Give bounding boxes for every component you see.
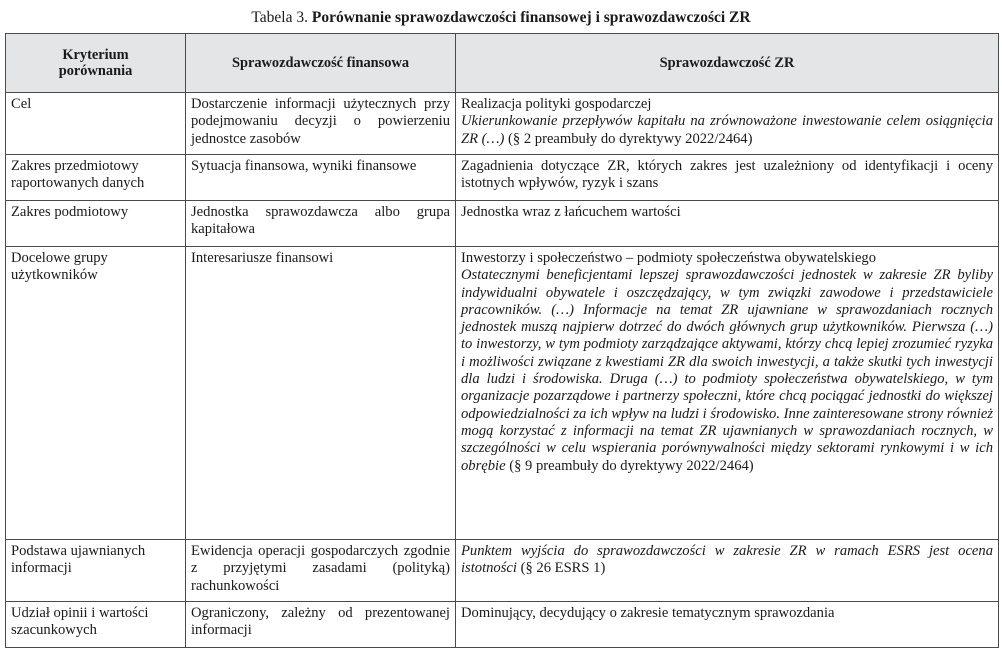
- cell-financial: Ograniczony, zależny od prezentowanej informacji: [186, 602, 456, 648]
- zr-plain-text: Realizacja polityki gospodarczej: [461, 96, 652, 112]
- cell-criterion: Zakres przedmiotowy raportowanych danych: [6, 155, 186, 201]
- cell-zr: Jednostka wraz z łańcuchem wartości: [456, 201, 999, 247]
- caption-prefix: Tabela 3.: [251, 9, 308, 26]
- cell-zr: Zagadnienia dotyczące ZR, których zakres jest uzależniony od identyfikacji i oceny istotnych wpływów, ryzyk i szans: [456, 155, 999, 201]
- comparison-table: [5, 33, 999, 648]
- table-row: [6, 540, 999, 602]
- cell-criterion: Podstawa ujawnianych informacji: [6, 540, 186, 602]
- table-caption: [0, 9, 1002, 27]
- zr-reference: (§ 9 preambuły do dyrektywy 2022/2464): [505, 457, 754, 474]
- table-header-row: [6, 34, 999, 93]
- cell-zr: [456, 93, 999, 155]
- cell-financial: Sytuacja finansowa, wyniki finansowe: [186, 155, 456, 201]
- cell-criterion: Udział opinii i wartości szacunkowych: [6, 602, 186, 648]
- cell-financial: Jednostka sprawozdawcza albo grupa kapitałowa: [186, 201, 456, 247]
- cell-criterion: Cel: [6, 93, 186, 155]
- cell-financial: Interesariusze finansowi: [186, 247, 456, 540]
- cell-criterion: Zakres podmiotowy: [6, 201, 186, 247]
- cell-criterion: Docelowe grupy użytkowników: [6, 247, 186, 540]
- zr-reference: (§ 2 preambuły do dyrektywy 2022/2464): [504, 130, 753, 147]
- zr-plain-text: Inwestorzy i społeczeństwo – podmioty społeczeństwa obywatelskiego: [461, 250, 877, 266]
- header-financial: Sprawozdawczość finansowa: [186, 34, 456, 93]
- header-criterion: Kryterium porównania: [6, 34, 186, 93]
- table-row: [6, 247, 999, 540]
- cell-financial: Dostarczenie informacji użytecznych przy podejmowaniu decyzji o powierzeniu jednostce zasobów: [186, 93, 456, 155]
- cell-zr: [456, 540, 999, 602]
- caption-title: Porównanie sprawozdawczości finansowej i sprawozdawczości ZR: [311, 9, 751, 26]
- zr-reference: (§ 26 ESRS 1): [516, 560, 606, 577]
- table-row: [6, 201, 999, 247]
- zr-quote: Ukierunkowanie przepływów kapitału na zrównoważone inwestowanie celem osiągnięcia ZR (…): [461, 113, 993, 147]
- cell-zr: Dominujący, decydujący o zakresie tematycznym sprawozdania: [456, 602, 999, 648]
- table-row: [6, 93, 999, 155]
- cell-zr: [456, 247, 999, 540]
- table-row: [6, 155, 999, 201]
- table-row: [6, 602, 999, 648]
- zr-quote: Ostatecznymi beneficjentami lepszej sprawozdawczości jednostek w zakresie ZR byliby indywidualni obywatele i oszczędzający, w tym związki zawodowe i przedstawiciele pracowników. (…) Informacje na temat ZR ujawniane w sprawozdaniach rocznych jednostek muszą najpierw dotrzeć do dwóch głównych grup użytkowników. Pierwsza (…) to inwestorzy, w tym podmioty zarządzające aktywami, którzy chcą lepiej zrozumieć ryzyka i możliwości związane z kwestiami ZR dla swoich inwestycji, a także skutki tych inwestycji dla ludzi i środowiska. Druga (…) to podmioty społeczeństwa obywatelskiego, w tym organizacje pozarządowe i partnerzy społeczni, które chcą pociągać jednostki do większej odpowiedzialności za ich wpływ na ludzi i środowisko. Inne zainteresowane strony również mogą korzystać z informacji na temat ZR ujawnianych w sprawozdaniach rocznych, w szczególności w celu wspierania porównywalności między sektorami rynkowymi i w ich obrębie: [461, 267, 993, 474]
- header-zr: Sprawozdawczość ZR: [456, 34, 999, 93]
- cell-financial: Ewidencja operacji gospodarczych zgodnie z przyjętymi zasadami (polityką) rachunkowości: [186, 540, 456, 602]
- zr-quote: Punktem wyjścia do sprawozdawczości w zakresie ZR w ramach ESRS jest ocena istotności: [461, 543, 993, 577]
